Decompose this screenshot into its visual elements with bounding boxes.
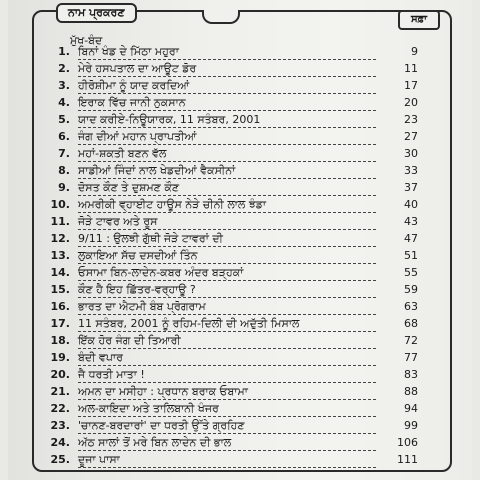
entry-number: 22. [50,402,70,415]
entry-page-number: 51 [404,249,418,262]
entry-page-number: 17 [404,79,418,92]
toc-entry [46,112,418,128]
entry-title: ਕੌਣ ਹੈ ਇਹ ਛਿੱਤਰ-ਵਰ੍ਹਾਊ ? [78,283,196,296]
entry-number: 12. [50,232,70,245]
entry-page-number: 68 [404,317,418,330]
entry-page-number: 37 [404,181,418,194]
entry-page-number: 23 [404,113,418,126]
entry-page-number: 9 [411,45,418,58]
entry-page-number: 59 [404,283,418,296]
entry-number: 20. [50,368,70,381]
entry-number: 13. [50,249,70,262]
entry-page-number: 55 [404,266,418,279]
entry-title: 11 ਸਤੰਬਰ, 2001 ਨੂੰ ਰਹਿਮ-ਦਿਲੀ ਦੀ ਅਦੁੱਤੀ ਮਿਸਾਲ [78,317,300,330]
entry-leader-line [78,348,376,349]
toc-entry [46,61,418,77]
toc-entry [46,452,418,468]
entry-page-number: 72 [404,334,418,347]
entry-leader-line [78,110,376,111]
entry-page-number: 77 [404,351,418,364]
entry-page-number: 94 [404,402,418,415]
entry-number: 4. [58,96,70,109]
entry-number: 17. [50,317,70,330]
entry-page-number: 20 [404,96,418,109]
entry-leader-line [78,246,376,247]
entry-leader-line [78,229,376,230]
entry-leader-line [78,93,376,94]
entry-title: ਇੱਕ ਹੋਰ ਜੰਗ ਦੀ ਤਿਆਰੀ [78,334,181,347]
entry-number: 15. [50,283,70,296]
entry-page-number: 43 [404,215,418,228]
entry-title: ਮਹਾਂ-ਸ਼ਕਤੀ ਬਣਨ ਵੱਲ [78,147,167,160]
toc-entry [46,316,418,332]
entry-title: ਜੰਗ ਦੀਆਂ ਮਹਾਨ ਪ੍ਰਾਪਤੀਆਂ [78,130,197,143]
toc-entry [46,299,418,315]
entry-leader-line [78,365,376,366]
entry-leader-line [78,416,376,417]
entry-leader-line [78,450,376,451]
entry-title: ਦੋਸਤ ਕੌਣ ਤੇ ਦੁਸ਼ਮਣ ਕੌਣ [78,181,180,194]
entry-page-number: 106 [397,436,418,449]
frame-notch [202,10,240,24]
page-column-label: ਸਫ਼ਾ [398,10,440,30]
entry-page-number: 40 [404,198,418,211]
toc-entry [46,350,418,366]
entry-number: 1. [58,45,70,58]
entry-title: ਸਾਡੀਆਂ ਜਿੰਦਾਂ ਨਾਲ ਖੇਡਦੀਆਂ ਵੈਕਸੀਨਾਂ [78,164,236,177]
entry-title: ਬੰਦੀ ਵਪਾਰ [78,351,123,364]
toc-entry [46,214,418,230]
entry-page-number: 83 [404,368,418,381]
entry-title: ਜੋੜੇ ਟਾਵਰ ਅਤੇ ਰੂਸ [78,215,158,228]
entry-page-number: 111 [397,453,418,466]
entry-title: ਓਸਾਮਾ ਬਿਨ-ਲਾਦੇਨ-ਕਬਰ ਅੰਦਰ ਬੜ੍ਹਕਾਂ [78,266,244,279]
toc-entry [46,265,418,281]
entry-page-number: 27 [404,130,418,143]
entry-leader-line [78,144,376,145]
entry-title: ਬਿਨਾਂ ਖੰਡ ਦੇ ਮਿੱਠਾ ਮਹੁਰਾ [78,45,179,58]
entry-title: 'ਚਾਨਣ-ਬਰਦਾਰਾਂ' ਦਾ ਧਰਤੀ ਉੱਤੇ ਗ੍ਰਹਿਣ [78,419,245,432]
entry-page-number: 11 [404,62,418,75]
entry-number: 23. [50,419,70,432]
toc-entry [46,418,418,434]
entry-number: 14. [50,266,70,279]
entry-title: 9/11 : ਉਲਝੀ ਗੁੱਥੀ ਜੋੜੇ ਟਾਵਰਾਂ ਦੀ [78,232,223,245]
toc-entry [46,95,418,111]
entry-leader-line [78,433,376,434]
entry-number: 10. [50,198,70,211]
entry-title: ਦੂਜਾ ਪਾਸਾ [78,453,120,466]
toc-entry [46,78,418,94]
entry-page-number: 30 [404,147,418,160]
entry-page-number: 47 [404,232,418,245]
toc-entry [46,367,418,383]
entry-leader-line [78,59,376,60]
entry-title: ਹੀਰੋਸ਼ੀਮਾ ਨੂੰ ਯਾਦ ਕਰਦਿਆਂ [78,79,190,92]
toc-entry [46,197,418,213]
entry-page-number: 88 [404,385,418,398]
entry-leader-line [78,195,376,196]
entry-leader-line [78,314,376,315]
entry-title: ਅਮਨ ਦਾ ਮਸੀਹਾ : ਪ੍ਰਧਾਨ ਬਰਾਕ ਓਬਾਮਾ [78,385,248,398]
entry-number: 21. [50,385,70,398]
entry-leader-line [78,280,376,281]
toc-entry [46,180,418,196]
entry-number: 3. [58,79,70,92]
entry-leader-line [78,331,376,332]
entry-leader-line [78,178,376,179]
entry-leader-line [78,467,376,468]
entry-leader-line [78,399,376,400]
entry-title: ਇਰਾਕ ਵਿੱਚ ਜਾਨੀ ਨੁਕਸਾਨ [78,96,186,109]
entry-title: ਜੈ ਧਰਤੀ ਮਾਤਾ ! [78,368,145,381]
entry-title: ਅਮਰੀਕੀ ਵ੍ਹਾਈਟ ਹਾਊਸ ਨੇੜੇ ਚੀਨੀ ਲਾਲ ਝੰਡਾ [78,198,267,211]
entry-title: ਅੱਠ ਸਾਲਾਂ ਤੋਂ ਮਰੇ ਬਿਨ ਲਾਦੇਨ ਦੀ ਭਾਲ [78,436,232,449]
toc-entry [46,163,418,179]
entry-title: ਅਲ-ਕਾਇਦਾ ਅਤੇ ਤਾਲਿਬਾਨੀ ਖੰਜਰ [78,402,219,415]
entry-number: 11. [50,215,70,228]
entry-title: ਮੇਰੇ ਹਸਪਤਾਲ ਦਾ ਆਊਟ ਡੋਰ [78,62,197,75]
toc-entry [46,384,418,400]
entry-leader-line [78,297,376,298]
entry-number: 18. [50,334,70,347]
toc-entry [46,435,418,451]
entry-page-number: 99 [404,419,418,432]
entry-number: 6. [58,130,70,143]
entry-leader-line [78,161,376,162]
entry-number: 19. [50,351,70,364]
toc-entry [46,401,418,417]
toc-entry [46,333,418,349]
entry-leader-line [78,263,376,264]
entry-leader-line [78,212,376,213]
toc-entry [46,129,418,145]
entry-number: 5. [58,113,70,126]
entry-title: ਯਾਦ ਕਰੀਏ-ਨਿਊਯਾਰਕ, 11 ਸਤੰਬਰ, 2001 [78,113,261,126]
entry-number: 24. [50,436,70,449]
book-page [8,0,472,480]
preface-label: ਮੁੱਖ-ਬੰਦ [70,34,103,47]
entry-page-number: 63 [404,300,418,313]
entry-number: 25. [50,453,70,466]
contents-title: ਨਾਮ ਪ੍ਰਕਰਣ [56,3,137,23]
entry-number: 2. [58,62,70,75]
entry-leader-line [78,127,376,128]
entry-leader-line [78,382,376,383]
entry-title: ਲੁਕਾਇਆ ਸੱਚ ਦਸਦੀਆਂ ਤਿੰਨ [78,249,198,262]
entry-leader-line [78,76,376,77]
entry-number: 8. [58,164,70,177]
toc-entry [46,146,418,162]
toc-entry [46,44,418,60]
entry-number: 9. [58,181,70,194]
entry-page-number: 33 [404,164,418,177]
entry-title: ਭਾਰਤ ਦਾ ਐਟਮੀ ਬੰਬ ਪ੍ਰੋਗਰਾਮ [78,300,206,313]
toc-entry [46,282,418,298]
entry-number: 7. [58,147,70,160]
entry-number: 16. [50,300,70,313]
toc-entry [46,248,418,264]
toc-entry [46,231,418,247]
